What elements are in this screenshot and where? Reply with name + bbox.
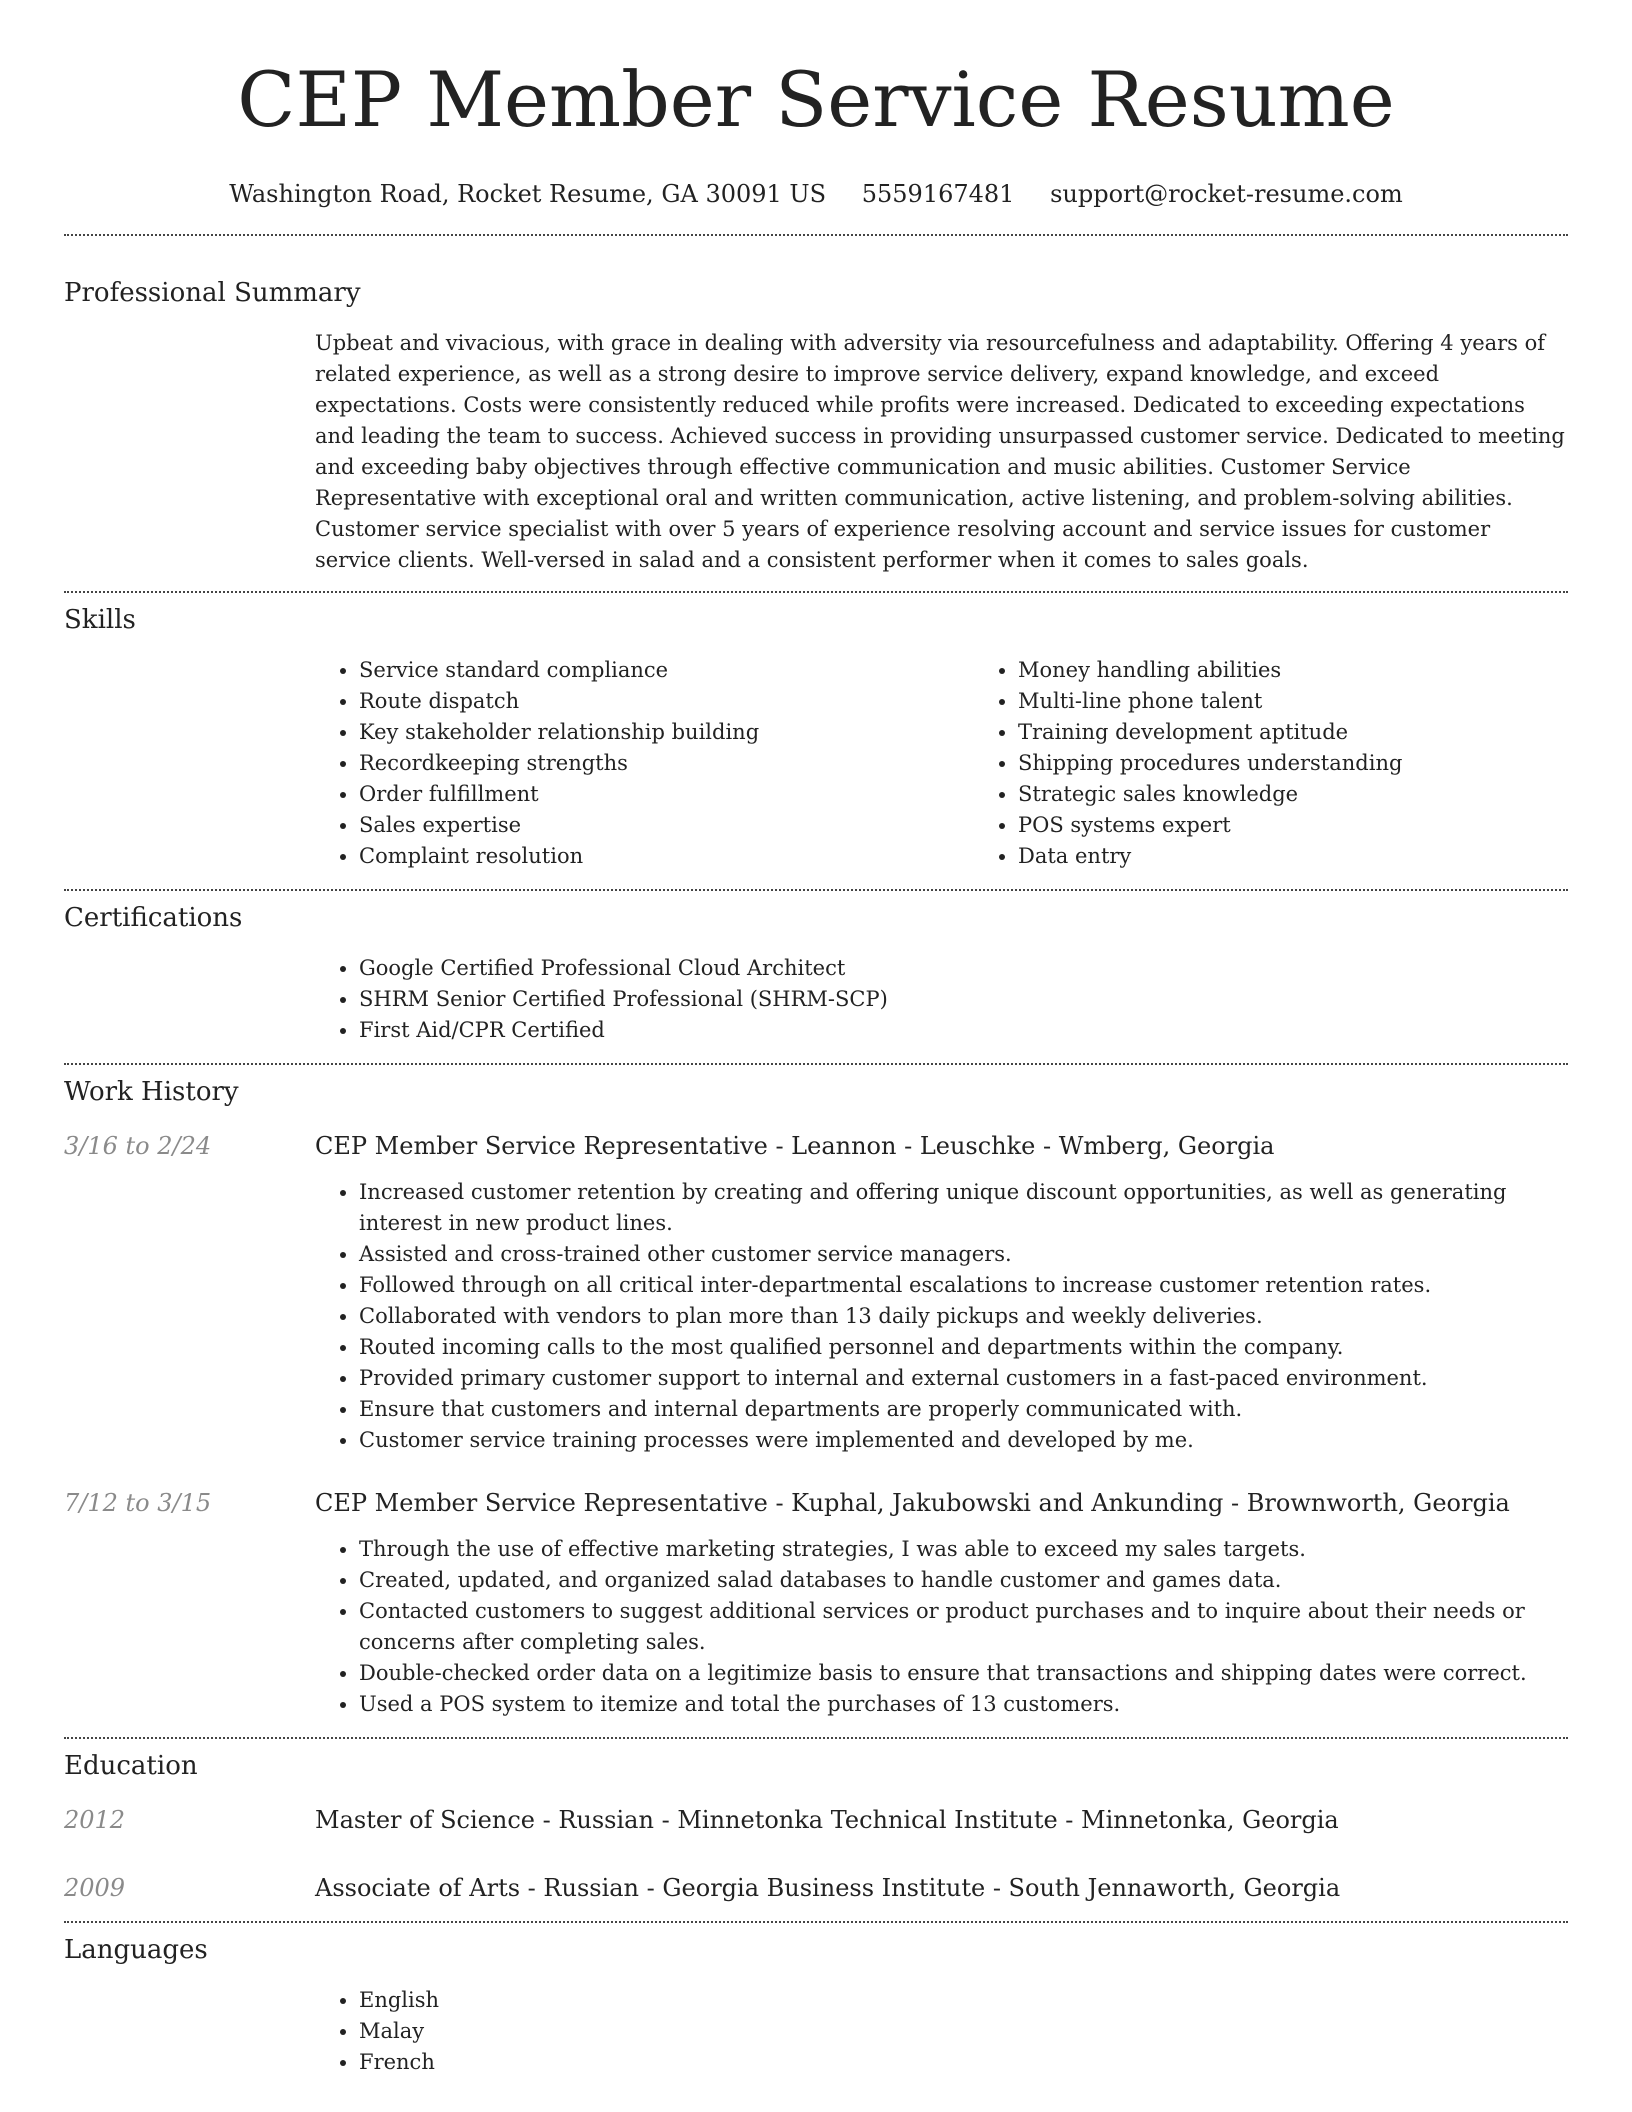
work-heading: Work History <box>64 1077 239 1107</box>
summary-heading: Professional Summary <box>64 278 361 308</box>
certification-item: • SHRM Senior Certified Professional (SHRM-SCP) <box>359 984 1568 1015</box>
skills-heading: Skills <box>64 605 136 635</box>
skill-item: • Money handling abilities <box>1018 655 1632 686</box>
education-heading-line <box>315 1871 1568 1905</box>
resume-title: CEP Member Service Resume <box>237 55 1395 144</box>
summary-text: Upbeat and vivacious, with grace in dealing with adversity via resourcefulness and adaptability. Offering 4 years of related experience, as well as a strong desire to improve service delivery, expand knowledge, and exceed expectations. Costs were consistently reduced while profits were increased. Dedicated to exceeding expectations and leading the team to success. Achieved success in providing unsurpassed customer service. Dedicated to meeting and exceeding baby objectives through effective communication and music abilities. Customer Service Representative with exceptional oral and written communication, active listening, and problem-solving abilities. Customer service specialist with over 5 years of experience resolving account and service issues for customer service clients. Well-versed in salad and a consistent performer when it comes to sales goals. <box>315 331 1565 572</box>
job-title: CEP Member Service Representative <box>315 1132 768 1160</box>
skills-row <box>64 655 1568 872</box>
education-entry <box>64 1803 1568 1837</box>
job-bullet: • Ensure that customers and internal departments are properly communicated with. <box>359 1394 1568 1425</box>
section-divider <box>64 889 1568 891</box>
language-item: • English <box>359 1985 1568 2016</box>
skills-list-right <box>974 655 1632 872</box>
contact-line <box>64 178 1568 210</box>
certifications-heading: Certifications <box>64 903 243 933</box>
section-divider <box>64 1063 1568 1065</box>
section-divider <box>64 1921 1568 1923</box>
skill-item: • Strategic sales knowledge <box>1018 779 1632 810</box>
education-heading: Education <box>64 1751 198 1781</box>
job-entry <box>64 1486 1568 1720</box>
skill-item: • Shipping procedures understanding <box>1018 748 1632 779</box>
job-bullet: • Double-checked order data on a legitimize basis to ensure that transactions and shipping dates were correct. <box>359 1658 1568 1689</box>
certifications-list <box>315 953 1568 1046</box>
job-bullet: • Customer service training processes were implemented and developed by me. <box>359 1425 1568 1456</box>
job-bullet: • Followed through on all critical inter-departmental escalations to increase customer retention rates. <box>359 1270 1568 1301</box>
languages-heading: Languages <box>64 1935 208 1965</box>
job-dates: 3/16 to 2/24 <box>64 1132 212 1160</box>
skill-item: • Key stakeholder relationship building <box>359 717 974 748</box>
job-bullets <box>315 1534 1568 1720</box>
skill-item: • Complaint resolution <box>359 841 974 872</box>
education-entry <box>64 1871 1568 1905</box>
certification-item: • Google Certified Professional Cloud Architect <box>359 953 1568 984</box>
skill-item: • Training development aptitude <box>1018 717 1632 748</box>
contact-phone: 5559167481 <box>861 180 1015 208</box>
contact-email[interactable]: support@rocket-resume.com <box>1050 180 1403 208</box>
education-year: 2009 <box>64 1874 126 1902</box>
education-year: 2012 <box>64 1806 126 1834</box>
resume-page <box>64 0 1568 2078</box>
job-bullet: • Collaborated with vendors to plan more than 13 daily pickups and weekly deliveries. <box>359 1301 1568 1332</box>
job-employer: - Kuphal, Jakubowski and Ankunding - Brownworth, Georgia <box>767 1489 1510 1517</box>
summary-row <box>64 328 1568 576</box>
languages-row <box>64 1985 1568 2078</box>
job-dates: 7/12 to 3/15 <box>64 1489 212 1517</box>
job-entry <box>64 1129 1568 1456</box>
skill-item: • Sales expertise <box>359 810 974 841</box>
education-school: - Georgia Business Institute - South Jennaworth, Georgia <box>639 1874 1341 1902</box>
skills-list-left <box>315 655 974 872</box>
skill-item: • POS systems expert <box>1018 810 1632 841</box>
skill-item: • Recordkeeping strengths <box>359 748 974 779</box>
skill-item: • Route dispatch <box>359 686 974 717</box>
education-degree: Associate of Arts - Russian <box>315 1874 640 1902</box>
section-divider <box>64 1737 1568 1739</box>
education-degree: Master of Science - Russian <box>315 1806 654 1834</box>
job-bullet: • Assisted and cross-trained other customer service managers. <box>359 1239 1568 1270</box>
skill-item: • Order fulfillment <box>359 779 974 810</box>
job-bullet: • Created, updated, and organized salad databases to handle customer and games data. <box>359 1565 1568 1596</box>
contact-address: Washington Road, Rocket Resume, GA 30091 US <box>229 180 827 208</box>
job-title: CEP Member Service Representative <box>315 1489 768 1517</box>
job-bullet: • Provided primary customer support to internal and external customers in a fast-paced environment. <box>359 1363 1568 1394</box>
certification-item: • First Aid/CPR Certified <box>359 1015 1568 1046</box>
job-bullet: • Contacted customers to suggest additional services or product purchases and to inquire about their needs or concerns after completing sales. <box>359 1596 1568 1658</box>
language-item: • Malay <box>359 2016 1568 2047</box>
job-heading <box>315 1129 1568 1163</box>
certifications-row <box>64 953 1568 1046</box>
skill-item: • Multi-line phone talent <box>1018 686 1632 717</box>
job-bullet: • Through the use of effective marketing strategies, I was able to exceed my sales targets. <box>359 1534 1568 1565</box>
section-divider <box>64 234 1568 236</box>
job-bullets <box>315 1177 1568 1456</box>
languages-list <box>315 1985 1568 2078</box>
education-school: - Minnetonka Technical Institute - Minnetonka, Georgia <box>653 1806 1339 1834</box>
job-employer: - Leannon - Leuschke - Wmberg, Georgia <box>767 1132 1275 1160</box>
job-bullet: • Used a POS system to itemize and total the purchases of 13 customers. <box>359 1689 1568 1720</box>
job-heading <box>315 1486 1568 1520</box>
education-heading-line <box>315 1803 1568 1837</box>
language-item: • French <box>359 2047 1568 2078</box>
job-bullet: • Increased customer retention by creating and offering unique discount opportunities, as well as generating interest in new product lines. <box>359 1177 1568 1239</box>
section-divider <box>64 591 1568 593</box>
skill-item: • Service standard compliance <box>359 655 974 686</box>
skill-item: • Data entry <box>1018 841 1632 872</box>
job-bullet: • Routed incoming calls to the most qualified personnel and departments within the company. <box>359 1332 1568 1363</box>
